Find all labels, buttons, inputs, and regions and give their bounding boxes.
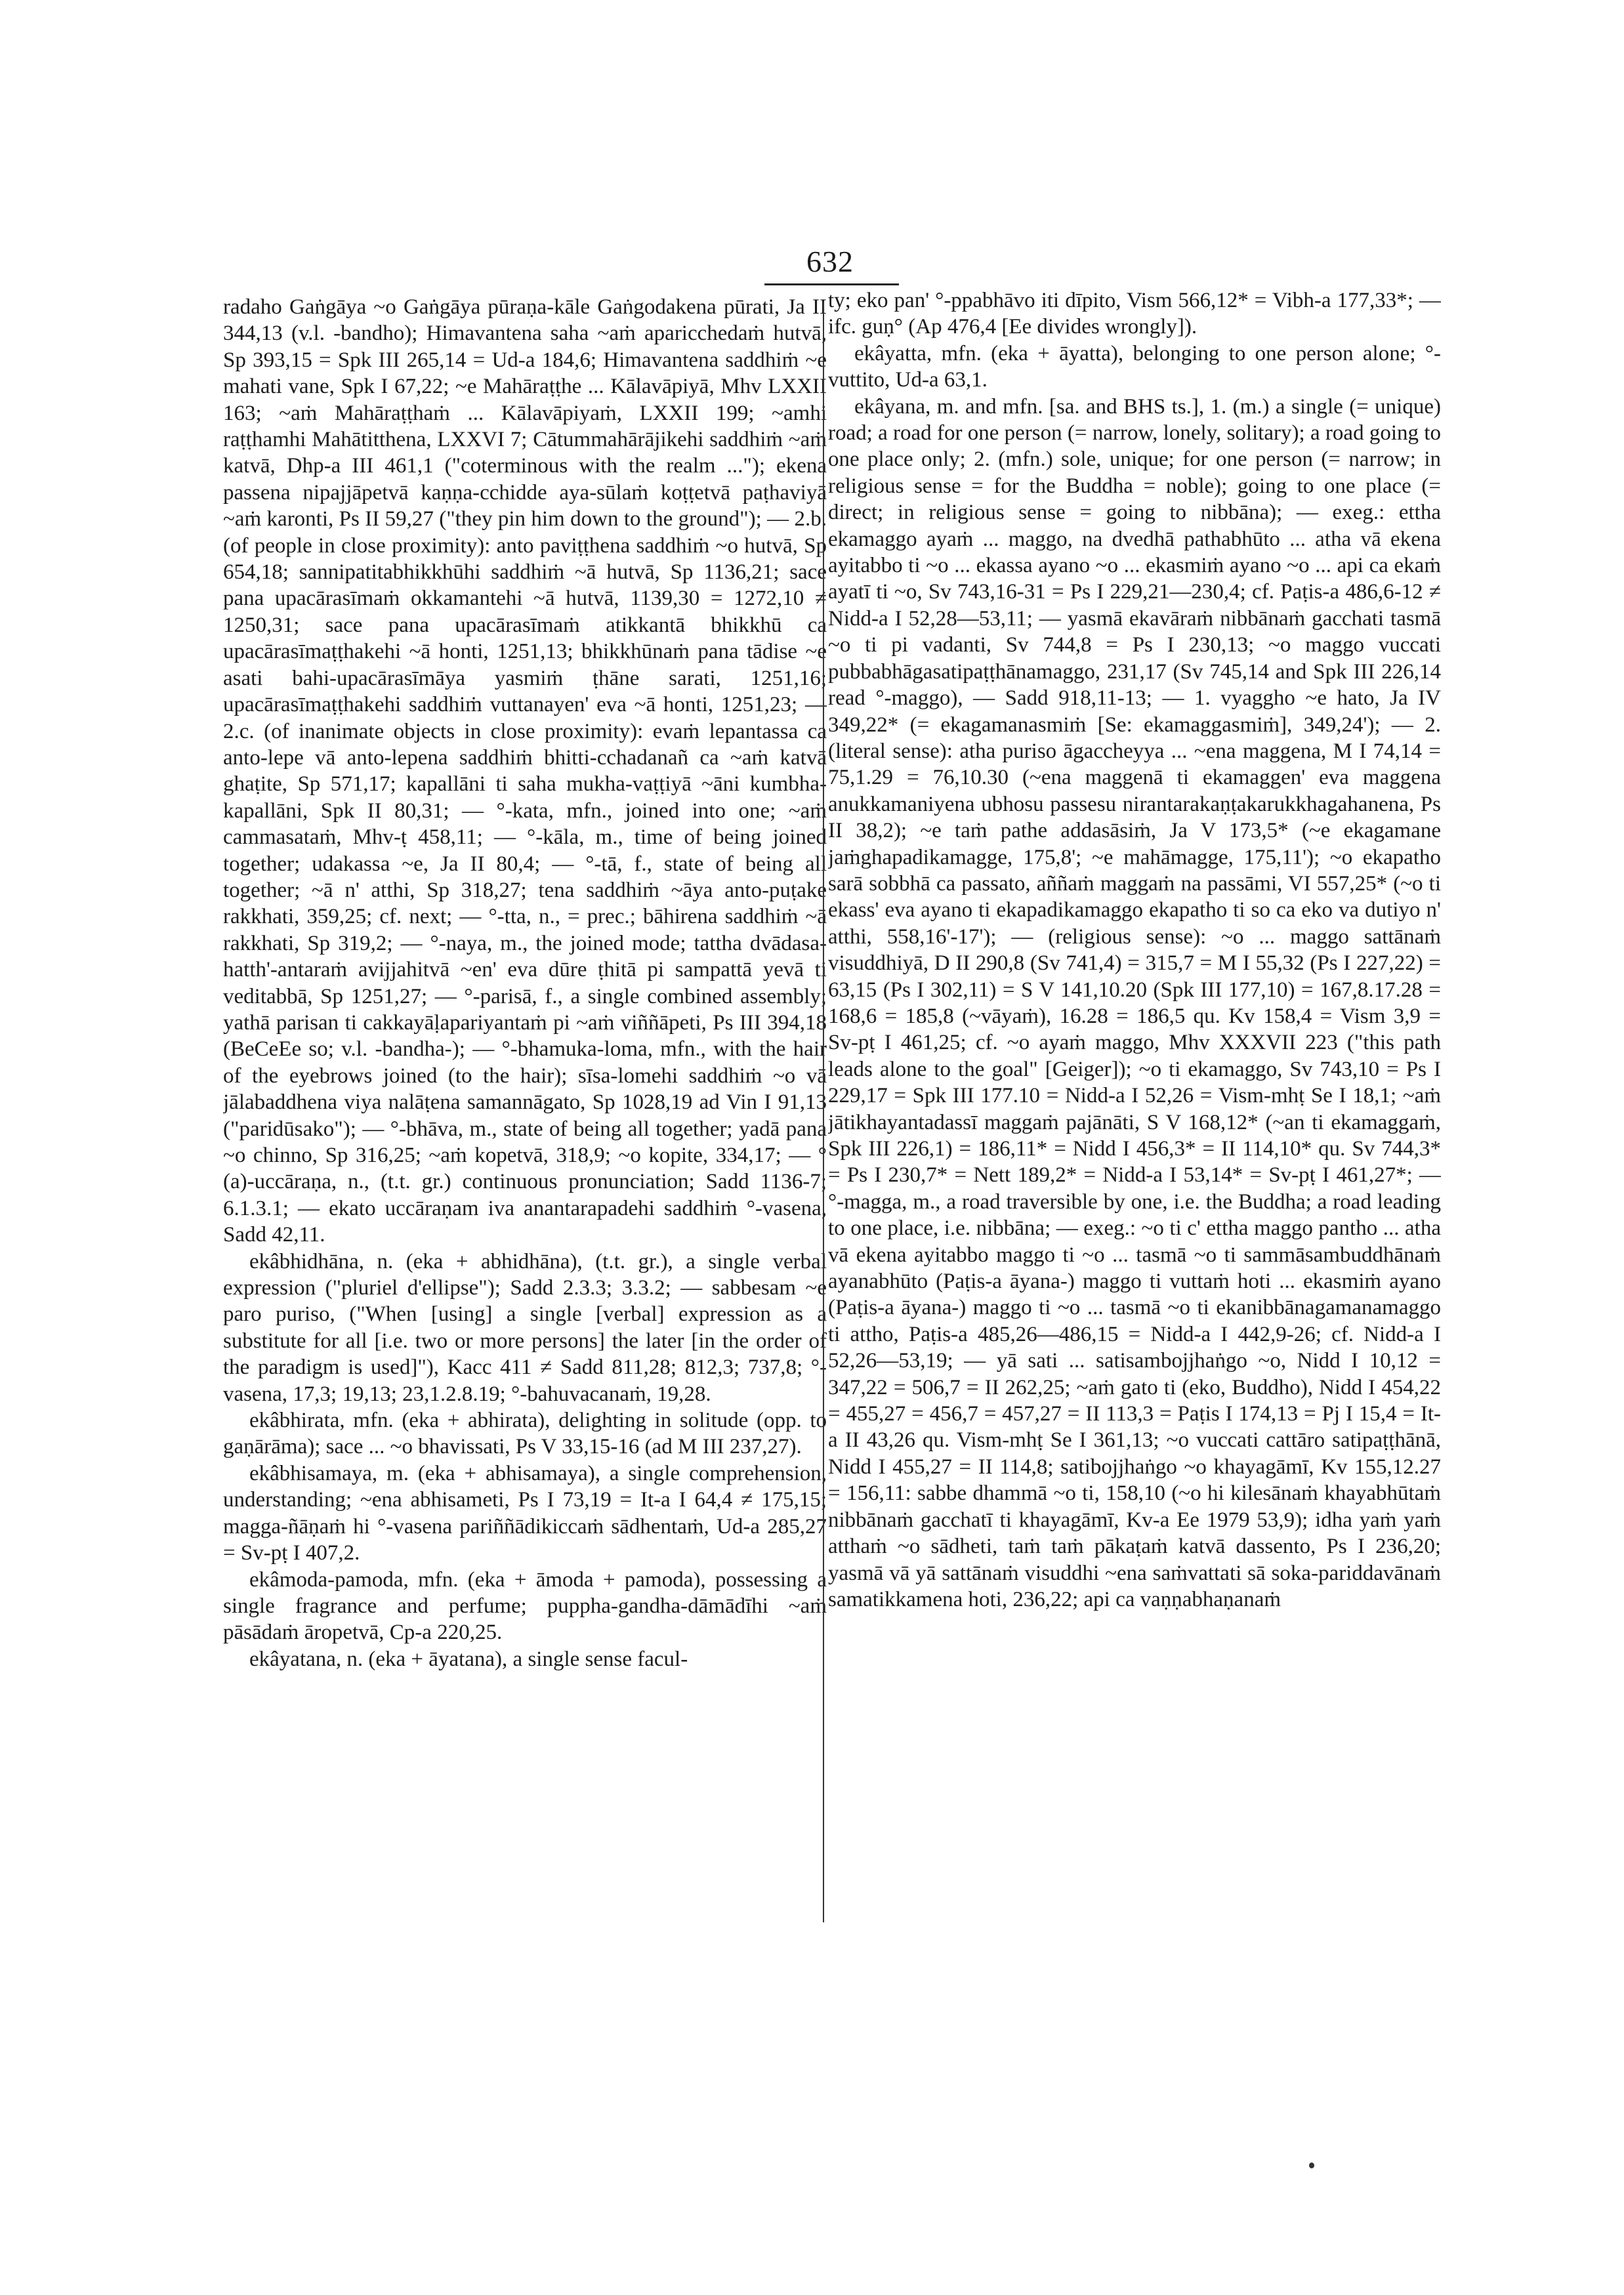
entry-ekabhidhana: ekâbhidhāna, n. (eka + abhidhāna), (t.t. gr.), a single verbal expression ("pluriel d'ellipse"); Sadd 2.3.3; 3.3.2; — sabbesam ~e paro puriso, ("When [using] a single [verbal] expression as a substitute for all [i.e. two or more persons] the later [in the order of the paradigm is used]"), Kacc 411 ≠ Sadd 811,28; 812,3; 737,8; °-vasena, 17,3; 19,13; 23,1.2.8.19; °-bahuvacanaṁ, 19,28. bbox=[223, 1249, 827, 1406]
entry-ekayatta: ekâyatta, mfn. (eka + āyatta), belonging to one person alone; °-vuttito, Ud-a 63,1. bbox=[828, 341, 1441, 392]
left-column bbox=[223, 294, 827, 1960]
column-divider bbox=[823, 302, 824, 1922]
entry-ekabaddha-continued: radaho Gaṅgāya ~o Gaṅgāya pūraṇa-kāle Gaṅgodakena pūrati, Ja II 344,13 (v.l. -bandho); Himavantena saha ~aṁ aparicchedaṁ hutvā, Sp 393,15 = Spk III 265,14 = Ud-a 184,6; Himavantena saddhiṁ ~e mahati vane, Spk I 67,22; ~e Mahāraṭṭhe ... Kālavāpiyā, Mhv LXXII 163; ~aṁ Mahāraṭṭhaṁ ... Kālavāpiyaṁ, LXXII 199; ~amhi raṭṭhamhi Mahātitthena, LXXVI 7; Cātummahārājikehi saddhiṁ ~aṁ katvā, Dhp-a III 461,1 ("coterminous with the realm ..."); ekena passena nipajjāpetvā kaṇṇa-cchidde aya-sūlaṁ koṭṭetvā paṭhaviyā ~aṁ karonti, Ps II 59,27 ("they pin him down to the ground"); — 2.b. (of people in close proximity): anto paviṭṭhena saddhiṁ ~o hutvā, Sp 654,18; sannipatitabhikkhūhi saddhiṁ ~ā hutvā, Sp 1136,21; sace pana upacārasīmaṁ okkamantehi ~ā hutvā, 1139,30 = 1272,10 ≠ 1250,31; sace pana upacārasīmaṁ atikkantā bhikkhū ca upacārasīmaṭṭhakehi ~ā honti, 1251,13; bhikkhūnaṁ pana tādise ~e asati bahi-upacārasīmāya yasmiṁ ṭhāne sarati, 1251,16; upacārasīmaṭṭhakehi saddhiṁ vuttanayen' eva ~ā honti, 1251,23; — 2.c. (of inanimate objects in close proximity): evaṁ lepantassa ca anto-lepe vā anto-lepena saddhiṁ bhitti-cchadanañ ca ~aṁ katvā ghaṭite, Sp 571,17; kapallāni ti saha mukha-vaṭṭiyā ~āni kumbha-kapallāni, Spk II 80,31; — °-kata, mfn., joined into one; ~aṁ cammasataṁ, Mhv-ṭ 458,11; — °-kāla, m., time of being joined together; udakassa ~e, Ja II 80,4; — °-tā, f., state of being all together; ~ā n' atthi, Sp 318,27; tena saddhiṁ ~āya anto-puṭake rakkhati, 359,25; cf. next; — °-tta, n., = prec.; bāhirena saddhiṁ ~ā rakkhati, Sp 319,2; — °-naya, m., the joined mode; tattha dvādasa-hatth'-antaraṁ avijjahitvā ~en' eva dūre ṭhitā pi sampattā yevā ti veditabbā, Sp 1251,27; — °-parisā, f., a single combined assembly; yathā parisan ti cakkayāḷapariyantaṁ pi ~aṁ viññāpeti, Ps III 394,18 (BeCeEe so; v.l. -bandha-); — °-bhamuka-loma, mfn., with the hair of the eyebrows joined (to the hair); sīsa-lomehi saddhiṁ ~o vā jālabaddhena viya nalāṭena samannāgato, Sp 1028,19 ad Vin I 91,13 ("paridūsako"); — °-bhāva, m., state of being all together; yadā pana ~o chinno, Sp 316,25; ~aṁ kopetvā, 318,9; ~o kopite, 334,17; — °(a)-uccāraṇa, n., (t.t. gr.) continuous pronunciation; Sadd 1136-7; 6.1.3.1; — ekato uccāraṇam iva anantarapadehi saddhiṁ °-vasena, Sadd 42,11. bbox=[223, 295, 827, 1247]
right-column bbox=[828, 287, 1441, 1921]
page-number-rule bbox=[764, 283, 899, 285]
entry-ekabhisamaya: ekâbhisamaya, m. (eka + abhisamaya), a single comprehension, understanding; ~ena abhisameti, Ps I 73,19 = It-a I 64,4 ≠ 175,15; magga-ñāṇaṁ hi °-vasena pariññādikiccaṁ sādhentaṁ, Ud-a 285,27 = Sv-pṭ I 407,2. bbox=[223, 1461, 827, 1565]
entry-ekayatana-continued: ty; eko pan' °-ppabhāvo iti dīpito, Vism 566,12* = Vibh-a 177,33*; — ifc. guṇ° (Ap 476,4 [Ee divides wrongly]). bbox=[828, 289, 1441, 339]
entry-ekayatana: ekâyatana, n. (eka + āyatana), a single sense facul- bbox=[249, 1647, 688, 1671]
entry-ekayana: ekâyana, m. and mfn. [sa. and BHS ts.], 1. (m.) a single (= unique) road; a road for one person (= narrow, lonely, solitary); a road going to one place only; 2. (mfn.) sole, unique; for one person (= narrow; in religious sense = for the Buddha = noble); going to one place (= direct; in religious sense = going to nibbāna); — exeg.: ettha ekamaggo ayaṁ ... maggo, na dvedhā pathabhūto ... atha vā ekena ayitabbo ti ~o ... ekassa ayano ~o ... ekasmiṁ ayano ~o ... api ca ekaṁ ayatī ti ~o, Sv 743,16-31 = Ps I 229,21—230,4; cf. Paṭis-a 486,6-12 ≠ Nidd-a I 52,28—53,11; — yasmā ekavāraṁ nibbānaṁ gacchati tasmā ~o ti pi vadanti, Sv 744,8 = Ps I 230,13; ~o maggo vuccati pubbabhāgasatipaṭṭhānamaggo, 231,17 (Sv 745,14 and Spk III 226,14 read °-maggo), — Sadd 918,11-13; — 1. vyaggho ~e hato, Ja IV 349,22* (= ekagamanasmiṁ [Se: ekamaggasmiṁ], 349,24'); — 2. (literal sense): atha puriso āgaccheyya ... ~ena maggena, M I 74,14 = 75,1.29 = 76,10.30 (~ena maggenā ti ekamaggen' eva maggena anukkamaniyena ubhosu passesu nirantarakaṇṭakarukkhagahanena, Ps II 38,2); ~e taṁ pathe addasāsiṁ, Ja V 173,5* (~e ekagamane jaṁghapadikamagge, 175,8'; ~e mahāmagge, 175,11'); ~o ekapatho sarā sobbhā ca passato, aññaṁ maggaṁ na passāmi, VI 557,25* (~o ti ekass' eva ayano ti ekapadikamaggo ekapatho ti so ca eko va dutiyo n' atthi, 558,16'-17'); — (religious sense): ~o ... maggo sattānaṁ visuddhiyā, D II 290,8 (Sv 741,4) = 315,7 = M I 55,32 (Ps I 227,22) = 63,15 (Ps I 302,11) = S V 141,10.20 (Spk III 177,10) = 167,8.17.28 = 168,6 = 185,8 (~vāyaṁ), 16.28 = 186,5 qu. Kv 158,4 = Vism 3,9 = Sv-pṭ I 461,25; cf. ~o ayaṁ maggo, Mhv XXXVII 223 ("this path leads alone to the goal" [Geiger]); ~o ti ekamaggo, Sv 743,10 = Ps I 229,17 = Spk III 177.10 = Nidd-a I 52,26 = Vism-mhṭ Se I 18,1; ~aṁ jātikhayantadassī maggaṁ pajānāti, S V 168,12* (~an ti ekamaggaṁ, Spk III 226,1) = 186,11* = Nidd I 456,3* = II 114,10* qu. Sv 744,3* = Ps I 230,7* = Nett 189,2* = Nidd-a I 53,14* = Sv-pṭ I 461,27*; — °-magga, m., a road traversible by one, i.e. the Buddha; a road leading to one place, i.e. nibbāna; — exeg.: ~o ti c' ettha maggo pantho ... atha vā ekena ayitabbo maggo ti ~o ... tasmā ~o ti sammāsambuddhānaṁ ayanabhūto (Paṭis-a āyana-) maggo ti vuttaṁ hoti ... ekasmiṁ ayano (Paṭis-a āyana-) maggo ti ~o ... tasmā ~o ti ekanibbānagamanamaggo ti attho, Paṭis-a 485,26—486,15 = Nidd-a I 442,9-26; cf. Nidd-a I 52,26—53,19; — yā sati ... satisambojjhaṅgo ~o, Nidd I 10,12 = 347,22 = 506,7 = II 262,25; ~aṁ gato ti (eko, Buddho), Nidd I 454,22 = 455,27 = 456,7 = 457,27 = II 113,3 = Paṭis I 174,13 = Pj I 15,4 = It-a II 43,26 qu. Vism-mhṭ Se I 361,13; ~o vuccati cattāro satipaṭṭhānā, Nidd I 455,27 = II 114,8; satibojjhaṅgo ~o khayagāmī, Kv 155,12.27 = 156,11: sabbe dhammā ~o ti, 158,10 (~o hi kilesānaṁ khayabhūtaṁ nibbānaṁ gacchatī ti khayagāmī, Kv-a Ee 1979 53,9); idha yaṁ yaṁ atthaṁ ~o sādheti, taṁ taṁ pākaṭaṁ katvā dassento, Ps I 236,20; yasmā vā yā sattānaṁ visuddhi ~ena saṁvattati sā soka-pariddavānaṁ samatikkamena hoti, 236,22; api ca vaṇṇabhaṇanaṁ bbox=[828, 394, 1441, 1611]
entry-ekabhirata: ekâbhirata, mfn. (eka + abhirata), delighting in solitude (opp. to gaṇārāma); sace ... ~o bhavissati, Ps V 33,15-16 (ad M III 237,27). bbox=[223, 1409, 827, 1459]
entry-ekamoda-pamoda: ekâmoda-pamoda, mfn. (eka + āmoda + pamoda), possessing a single fragrance and perfume; puppha-gandha-dāmādīhi ~aṁ pāsādaṁ āropetvā, Cp-a 220,25. bbox=[223, 1567, 827, 1645]
scan-speck bbox=[1309, 2162, 1314, 2168]
page-number: 632 bbox=[806, 245, 854, 278]
